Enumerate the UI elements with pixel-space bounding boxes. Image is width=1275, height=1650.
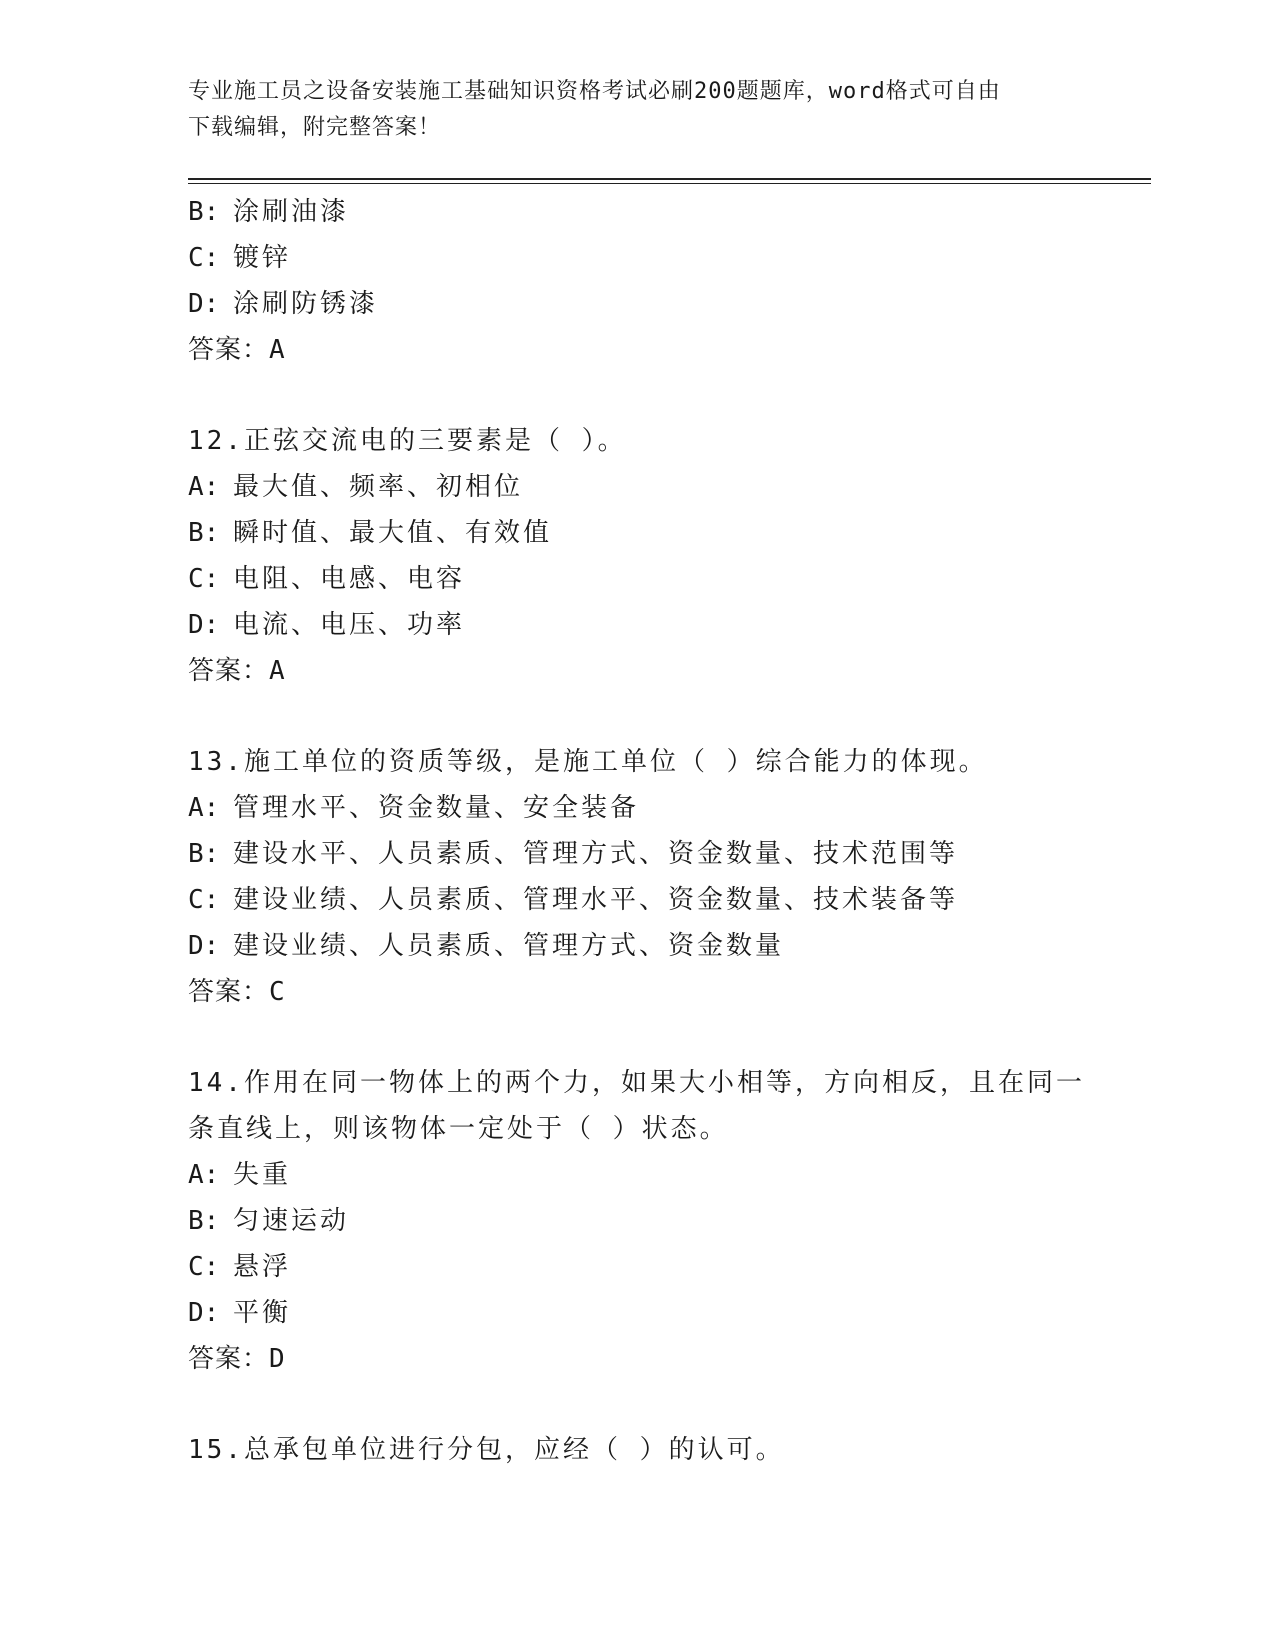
question-stem: 15.总承包单位进行分包，应经（ ）的认可。 bbox=[188, 1435, 785, 1465]
option-text: 电阻、电感、电容 bbox=[233, 564, 466, 594]
page-header bbox=[188, 74, 1068, 146]
option-text: 失重 bbox=[233, 1160, 292, 1190]
answer-row bbox=[188, 327, 1088, 373]
option-text: 涂刷油漆 bbox=[233, 197, 350, 227]
answer-row bbox=[188, 1336, 1088, 1382]
option-letter: C: bbox=[188, 243, 220, 273]
header-rule-thick bbox=[188, 178, 1151, 180]
option-text: 瞬时值、最大值、有效值 bbox=[233, 518, 553, 548]
option-letter: A: bbox=[188, 472, 220, 502]
header-line-1: 专业施工员之设备安装施工基础知识资格考试必刷200题题库，word格式可自由 bbox=[188, 79, 1001, 104]
option-row bbox=[188, 189, 1088, 235]
option-letter: C: bbox=[188, 885, 220, 915]
option-text: 镀锌 bbox=[233, 243, 292, 273]
option-letter: D: bbox=[188, 289, 220, 319]
question-stem: 14.作用在同一物体上的两个力，如果大小相等，方向相反，且在同一 bbox=[188, 1068, 1085, 1098]
option-letter: B: bbox=[188, 1206, 220, 1236]
option-letter: D: bbox=[188, 931, 220, 961]
option-row bbox=[188, 1244, 1088, 1290]
option-row bbox=[188, 1290, 1088, 1336]
option-letter: A: bbox=[188, 793, 220, 823]
option-row bbox=[188, 1198, 1088, 1244]
option-row bbox=[188, 510, 1088, 556]
option-row bbox=[188, 281, 1088, 327]
header-rule-thin bbox=[188, 183, 1151, 184]
answer-row bbox=[188, 969, 1088, 1015]
option-letter: B: bbox=[188, 518, 220, 548]
question-13 bbox=[188, 739, 1088, 1015]
option-text: 建设业绩、人员素质、管理方式、资金数量 bbox=[233, 931, 785, 961]
option-letter: D: bbox=[188, 610, 220, 640]
answer-row bbox=[188, 648, 1088, 694]
answer-value: A bbox=[269, 335, 286, 365]
option-text: 平衡 bbox=[233, 1298, 292, 1328]
question-11-carryover bbox=[188, 189, 1088, 373]
option-row bbox=[188, 556, 1088, 602]
option-row bbox=[188, 1152, 1088, 1198]
option-letter: C: bbox=[188, 1252, 220, 1282]
option-text: 建设水平、人员素质、管理方式、资金数量、技术范围等 bbox=[233, 839, 959, 869]
answer-label: 答案： bbox=[188, 656, 270, 686]
option-text: 电流、电压、功率 bbox=[233, 610, 466, 640]
question-stem-continued: 条直线上，则该物体一定处于（ ）状态。 bbox=[188, 1114, 729, 1144]
option-text: 匀速运动 bbox=[233, 1206, 350, 1236]
option-letter: B: bbox=[188, 197, 220, 227]
question-stem: 13.施工单位的资质等级，是施工单位（ ）综合能力的体现。 bbox=[188, 747, 988, 777]
option-row bbox=[188, 464, 1088, 510]
header-line-2: 下载编辑，附完整答案！ bbox=[188, 115, 442, 140]
option-text: 管理水平、资金数量、安全装备 bbox=[233, 793, 640, 823]
answer-value: D bbox=[269, 1344, 286, 1374]
answer-value: A bbox=[269, 656, 286, 686]
answer-label: 答案： bbox=[188, 1344, 270, 1374]
answer-label: 答案： bbox=[188, 335, 270, 365]
question-body bbox=[188, 189, 1088, 1473]
option-row bbox=[188, 785, 1088, 831]
question-stem: 12.正弦交流电的三要素是（ ）。 bbox=[188, 426, 627, 456]
option-text: 悬浮 bbox=[233, 1252, 292, 1282]
option-text: 建设业绩、人员素质、管理水平、资金数量、技术装备等 bbox=[233, 885, 959, 915]
option-row bbox=[188, 235, 1088, 281]
option-text: 涂刷防锈漆 bbox=[233, 289, 379, 319]
question-12 bbox=[188, 418, 1088, 694]
option-letter: C: bbox=[188, 564, 220, 594]
question-15 bbox=[188, 1427, 1088, 1473]
option-text: 最大值、频率、初相位 bbox=[233, 472, 524, 502]
option-letter: A: bbox=[188, 1160, 220, 1190]
option-letter: D: bbox=[188, 1298, 220, 1328]
option-row bbox=[188, 831, 1088, 877]
option-row bbox=[188, 923, 1088, 969]
option-row bbox=[188, 877, 1088, 923]
option-letter: B: bbox=[188, 839, 220, 869]
answer-value: C bbox=[269, 977, 286, 1007]
option-row bbox=[188, 602, 1088, 648]
question-14 bbox=[188, 1060, 1088, 1382]
answer-label: 答案： bbox=[188, 977, 270, 1007]
